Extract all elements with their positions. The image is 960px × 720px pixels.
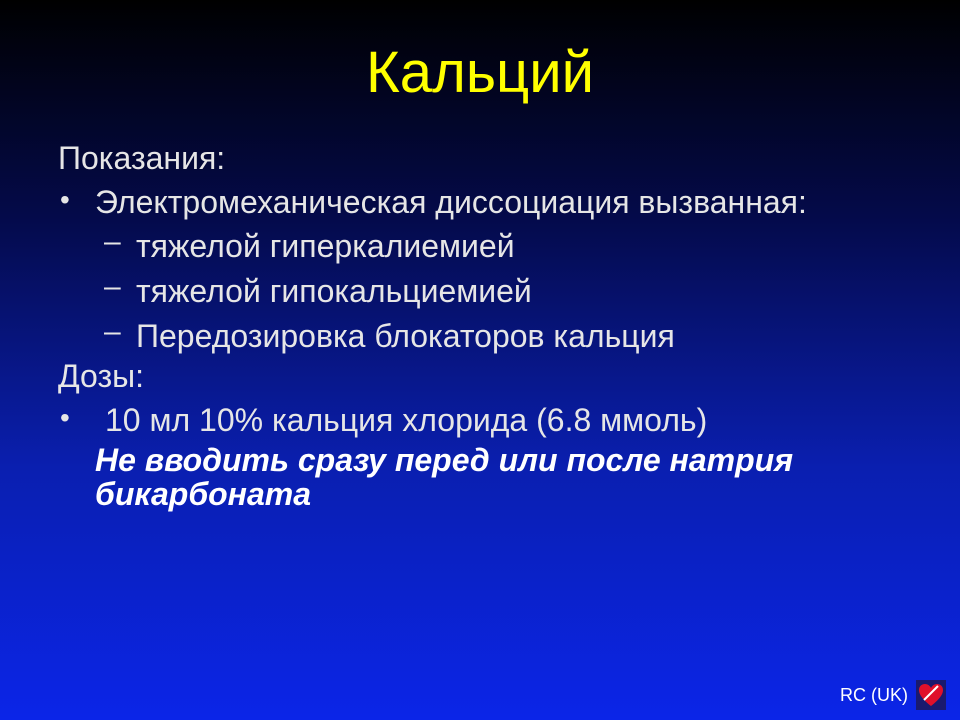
warning-text: Не вводить сразу перед или после натрия бикарбоната [95, 442, 794, 512]
sub-item-hyperkalemia: тяжелой гиперкалиемией [136, 228, 515, 264]
emd-item: Электромеханическая диссоциация вызванная: [95, 184, 807, 220]
resus-council-logo-icon [916, 680, 946, 710]
dose-item: 10 мл 10% кальция хлорида (6.8 ммоль) [105, 402, 708, 438]
sub-item-ccb-overdose: Передозировка блокаторов кальция [136, 318, 675, 354]
dash-icon: – [104, 315, 121, 348]
dash-icon: – [104, 270, 121, 303]
bullet-icon: • [60, 402, 70, 433]
bullet-icon: • [60, 184, 70, 215]
dash-icon: – [104, 225, 121, 258]
doses-heading: Дозы: [58, 358, 145, 394]
sub-item-hypocalcemia: тяжелой гипокальциемией [136, 273, 532, 309]
indications-heading: Показания: [58, 140, 226, 176]
footer-text: RC (UK) [840, 685, 908, 705]
slide-title: Кальций [365, 40, 595, 105]
